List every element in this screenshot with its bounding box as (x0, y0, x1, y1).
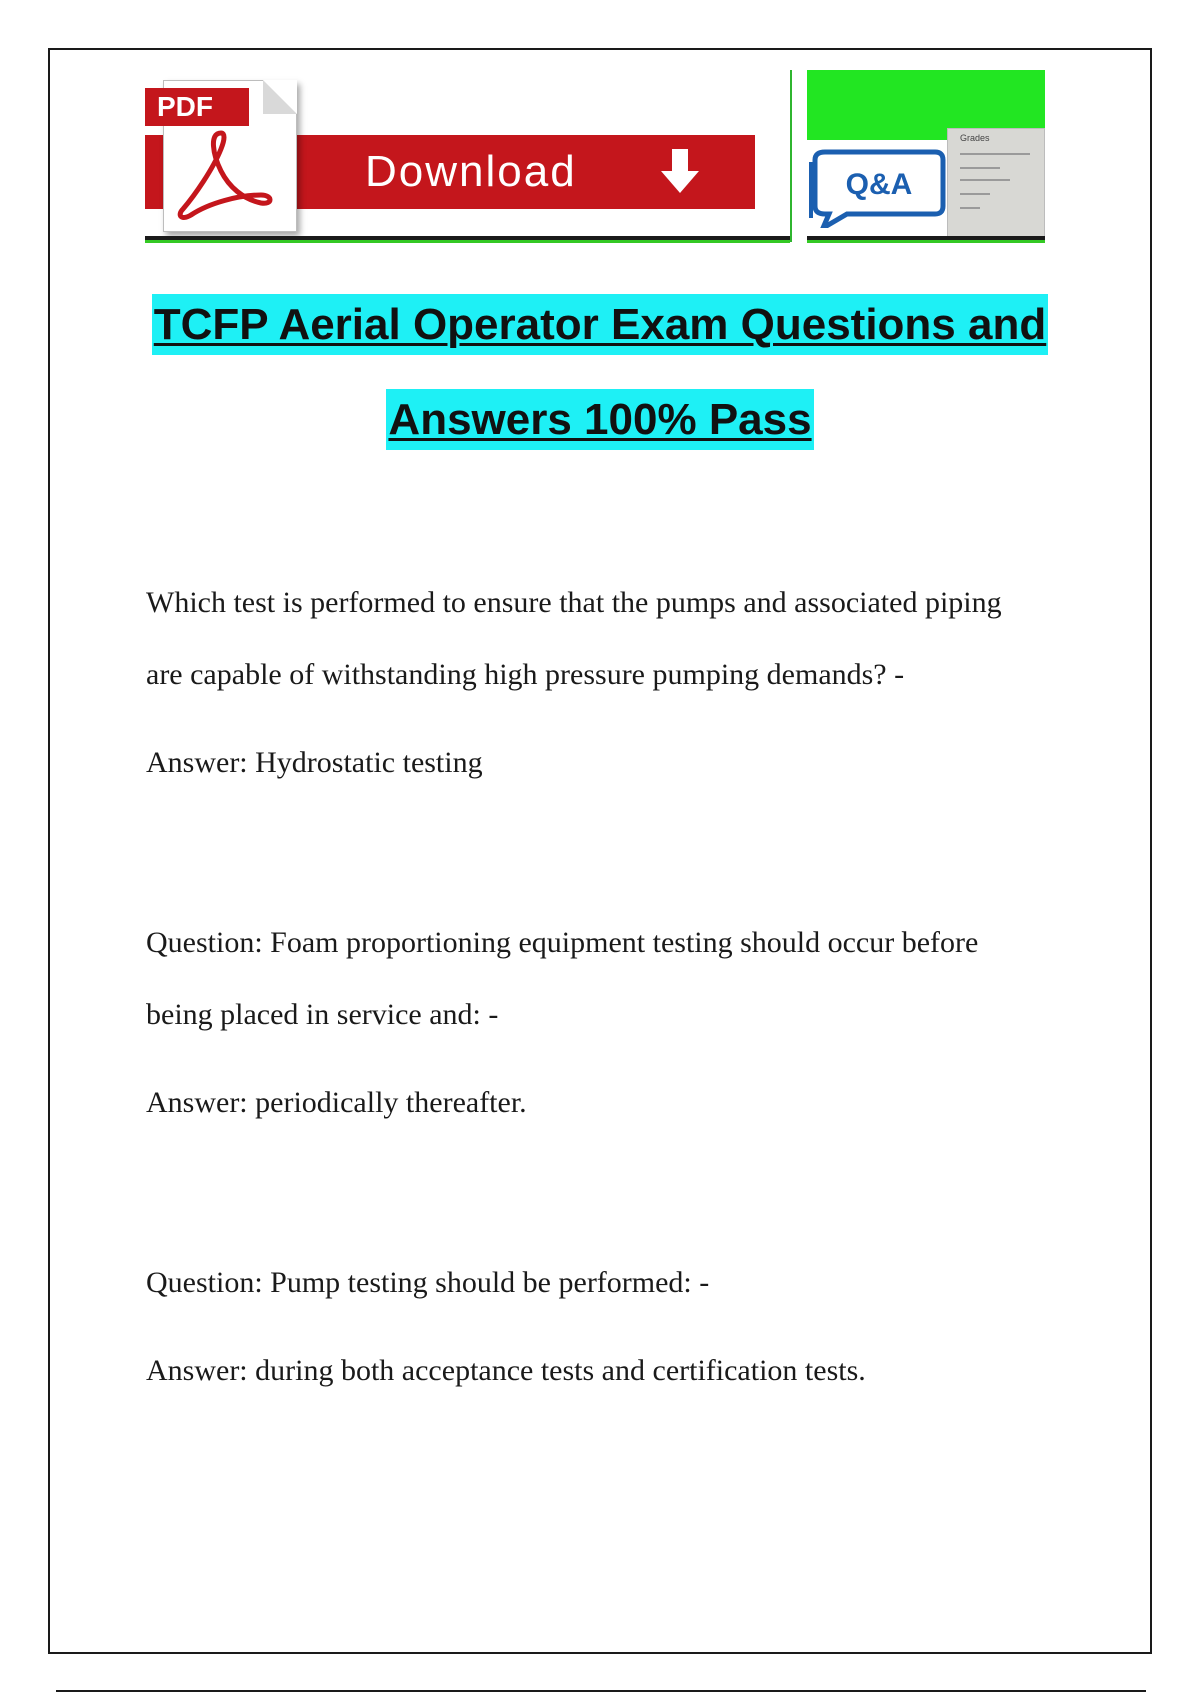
answer-text: Answer: Hydrostatic testing (146, 746, 483, 779)
document-title-line-2: Answers 100% Pass (0, 395, 1200, 445)
bottom-rule (56, 1690, 1146, 1692)
pdf-tag: PDF (145, 88, 249, 126)
answer-text: Answer: during both acceptance tests and certification tests. (146, 1354, 866, 1387)
answer-text: Answer: periodically thereafter. (146, 1086, 527, 1119)
banner-vertical-separator (790, 70, 792, 242)
download-label: Download (365, 147, 577, 196)
banner-divider-green (145, 240, 790, 243)
question-text: Question: Pump testing should be performed: - (146, 1266, 710, 1299)
grades-title: Grades (960, 133, 990, 143)
page-frame (48, 48, 1152, 1654)
acrobat-logo-icon (169, 125, 279, 225)
question-text: are capable of withstanding high pressure pumping demands? - (146, 658, 905, 691)
banner-divider-right-green (807, 240, 1045, 243)
qa-graphic (807, 70, 1045, 245)
question-text: being placed in service and: - (146, 998, 499, 1031)
qa-speech-bubble-icon (807, 148, 947, 228)
download-banner[interactable] (145, 70, 1045, 245)
pdf-download-graphic[interactable] (145, 70, 795, 245)
download-arrow-icon (655, 147, 705, 197)
qa-label: Q&A (845, 168, 913, 201)
question-text: Question: Foam proportioning equipment testing should occur before (146, 926, 979, 959)
grades-thumbnail (947, 128, 1045, 238)
question-text: Which test is performed to ensure that the pumps and associated piping (146, 586, 1002, 619)
document-title-line-1: TCFP Aerial Operator Exam Questions and (0, 300, 1200, 350)
